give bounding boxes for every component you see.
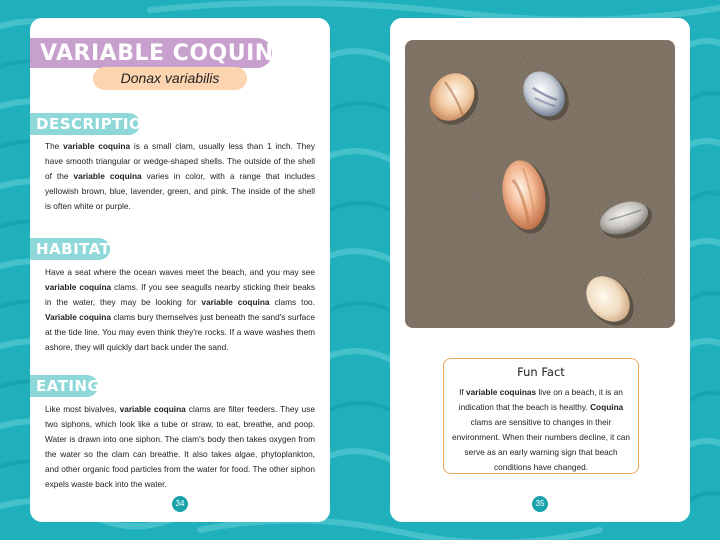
right-page — [390, 18, 690, 522]
coquina-shells-photo — [405, 40, 675, 328]
bold-term: variable coquina — [45, 282, 112, 293]
eating-heading: EATING — [36, 377, 101, 395]
bold-term: variable coquinas — [466, 387, 537, 397]
eating-text: Like most bivalves, variable coquina clams are filter feeders. They use two siphons, which look like a tube or straw, to eat, breathe, and poop. Water is drawn into one siphon. The clam's body then takes oxygen from the water so the clam can breathe. It also takes algae, phytoplankton, and other organic food particles from the water for food. The other siphon expels waste back into the water. — [45, 404, 315, 490]
bold-term: Variable coquina — [45, 312, 111, 323]
left-page — [30, 18, 330, 522]
bold-term: variable coquina — [73, 171, 142, 182]
description-heading: DESCRIPTION — [36, 115, 156, 133]
bold-term: variable coquina — [63, 141, 131, 151]
fun-fact-text: If variable coquinas live on a beach, it is an indication that the beach is healthy. Coquina clams are sensitive to changes in their environment. When their numbers decline, it can serve as an early warning sign that beach conditions have changed. — [452, 387, 631, 473]
bold-term: Coquina — [590, 402, 624, 413]
page-number-right: 35 — [532, 496, 548, 512]
description-text: The variable coquina is a small clam, usually less than 1 inch. They have smooth triangular or wedge-shaped shells. The outside of the shell of the variable coquina varies in color, with a range that includes yellowish brown, blue, lavender, green, and pink. The inside of the shell is often white or purple. — [45, 141, 315, 212]
habitat-text: Have a seat where the ocean waves meet the beach, and you may see variable coquina clams. If you see seagulls nearby sticking their beaks in the water, they may be looking for variable coquina clams too. Variable coquina clams bury themselves just beneath the sand's surface at the tide line. You may even think they're rocks. If a wave washes them ashore, they will quickly dart back under the sand. — [45, 267, 316, 353]
bold-term: variable coquina — [201, 297, 270, 308]
fun-fact-title: Fun Fact — [517, 365, 565, 379]
fun-fact-box — [443, 358, 639, 474]
page-title: VARIABLE COQUINA — [40, 41, 292, 66]
page-number-left: 34 — [172, 496, 188, 512]
habitat-heading: HABITAT — [36, 240, 111, 258]
scientific-name: Donax variabilis — [93, 67, 247, 90]
bold-term: variable coquina — [119, 404, 186, 414]
